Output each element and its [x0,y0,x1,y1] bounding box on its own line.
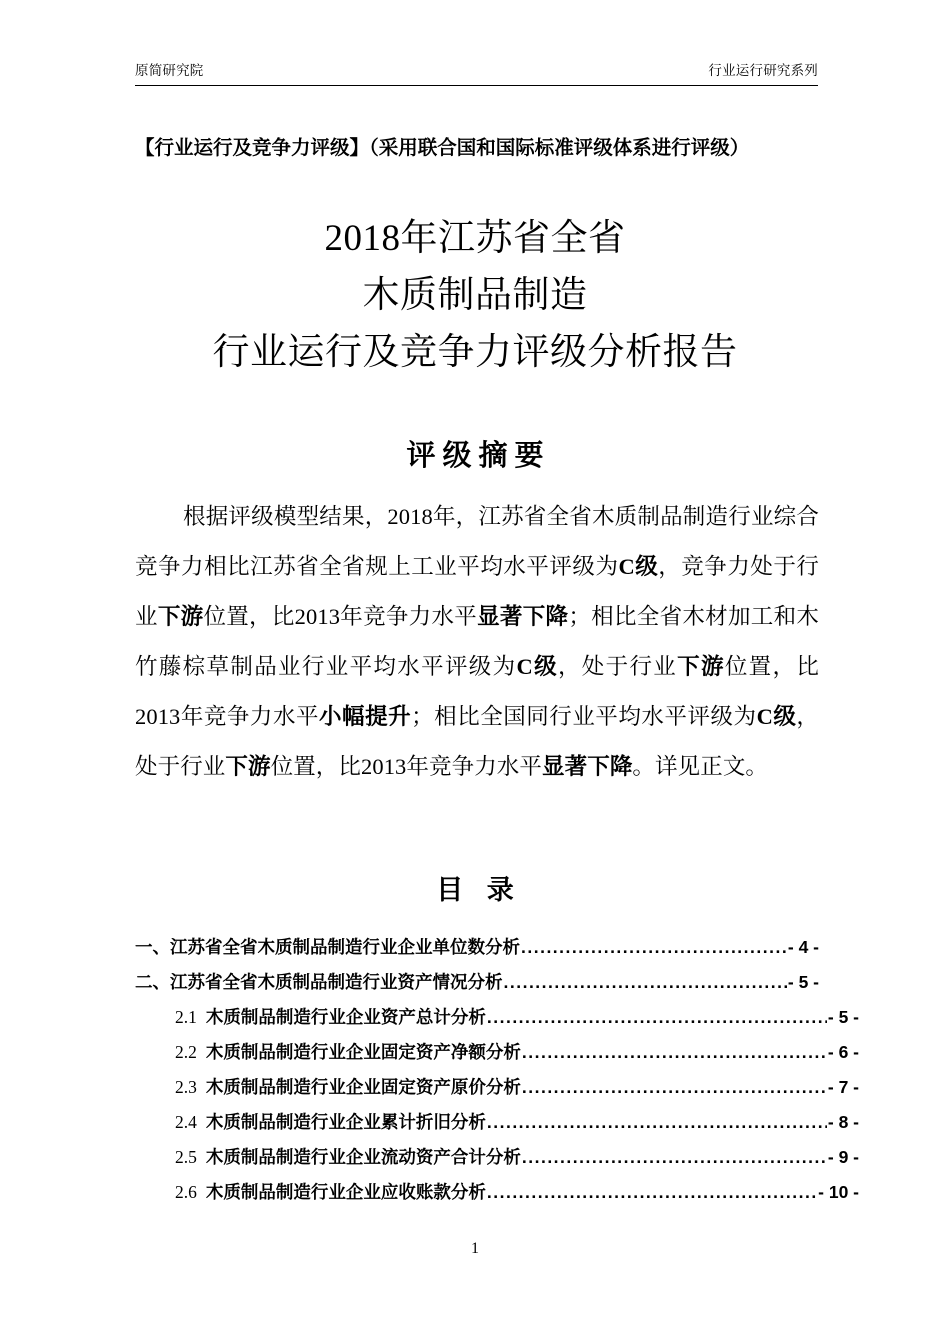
toc-leader-dots [487,1000,827,1035]
emphasis-text: 显著下降 [477,604,569,629]
emphasis-text: 下游 [157,604,204,629]
toc-entry-number: 2.3 [175,1077,197,1097]
toc-entry[interactable] [135,1070,859,1105]
toc-entry[interactable] [135,1035,859,1070]
body-text: 位置，比2013年竞争力水平 [270,754,543,779]
body-text: ，竞争力处于行业 [135,554,819,629]
toc-entry-page: - 5 - [827,1007,859,1027]
toc-entry[interactable] [135,1105,859,1140]
body-text: 位置，比2013年竞争力水平 [135,654,819,729]
header-series: 行业运行研究系列 [708,63,818,78]
running-header [135,62,818,86]
toc-entry[interactable] [135,930,819,965]
title-line-3: 行业运行及竞争力评级分析报告 [212,332,738,373]
toc-entry[interactable] [135,965,819,1000]
emphasis-text: 显著下降 [542,754,633,779]
emphasis-text: 下游 [225,754,271,779]
emphasis-text: 小幅提升 [319,704,412,729]
report-title [0,210,950,381]
header-organization: 原简研究院 [135,63,204,78]
toc-entry-page: - 10 - [818,1182,859,1202]
toc-entry-number: 2.6 [175,1182,197,1202]
emphasis-text: 下游 [677,654,725,679]
emphasis-text: C级 [618,554,659,579]
toc-leader-dots [522,1140,827,1175]
toc-entry[interactable] [135,1140,859,1175]
table-of-contents [135,930,859,1210]
toc-entry-number: 2.5 [175,1147,197,1167]
toc-leader-dots [487,1175,817,1210]
toc-heading: 目 录 [436,875,522,905]
body-text: ，处于行业 [135,704,819,779]
toc-entry-label: 二、江苏省全省木质制品制造行业资产情况分析 [135,972,503,992]
toc-entry-label: 木质制品制造行业企业固定资产原价分析 [205,1077,521,1097]
toc-entry-page: - 5 - [787,972,819,992]
toc-entry-label: 木质制品制造行业企业固定资产净额分析 [205,1042,521,1062]
toc-entry-number: 2.4 [175,1112,197,1132]
emphasis-text: C级 [516,654,558,679]
page-footer [0,1238,950,1260]
toc-entry-page: - 4 - [787,937,819,957]
toc-entry-label: 木质制品制造行业企业应收账款分析 [205,1182,486,1202]
body-text: 位置，比2013年竞争力水平 [203,604,478,629]
title-line-1: 2018年江苏省全省 [324,218,626,259]
toc-entry-page: - 7 - [827,1077,859,1097]
summary-heading: 评级摘要 [406,440,551,472]
emphasis-text: C级 [756,704,797,729]
body-text: ，处于行业 [557,654,678,679]
body-text: 根据评级模型结果，2018年，江苏省全省木质制品制造行业综合竞争力相比江苏省全省规上工业平均水平评级为 [135,504,819,579]
toc-entry-page: - 8 - [827,1112,859,1132]
toc-leader-dots [522,1070,827,1105]
toc-entry[interactable] [135,1000,859,1035]
toc-leader-dots [522,1035,827,1070]
toc-entry-page: - 9 - [827,1147,859,1167]
toc-entry-page: - 6 - [827,1042,859,1062]
body-text: ；相比全省木材加工和木竹藤棕草制品业行业平均水平评级为 [135,604,820,679]
summary-paragraph [135,492,819,792]
toc-entry-number: 2.2 [175,1042,197,1062]
toc-entry-label: 木质制品制造行业企业流动资产合计分析 [205,1147,521,1167]
toc-leader-dots [504,965,787,1000]
body-text: 。详见正文。 [632,754,769,779]
title-line-2: 木质制品制造 [362,275,588,316]
report-category-line: 【行业运行及竞争力评级】（采用联合国和国际标准评级体系进行评级） [135,138,750,159]
page-number: 1 [471,1240,479,1257]
toc-leader-dots [487,1105,827,1140]
toc-entry-label: 一、江苏省全省木质制品制造行业企业单位数分析 [135,937,520,957]
toc-leader-dots [521,930,787,965]
toc-entry[interactable] [135,1175,859,1210]
body-text: ；相比全国同行业平均水平评级为 [411,704,757,729]
toc-entry-number: 2.1 [175,1007,197,1027]
toc-entry-label: 木质制品制造行业企业累计折旧分析 [205,1112,486,1132]
toc-entry-label: 木质制品制造行业企业资产总计分析 [205,1007,486,1027]
